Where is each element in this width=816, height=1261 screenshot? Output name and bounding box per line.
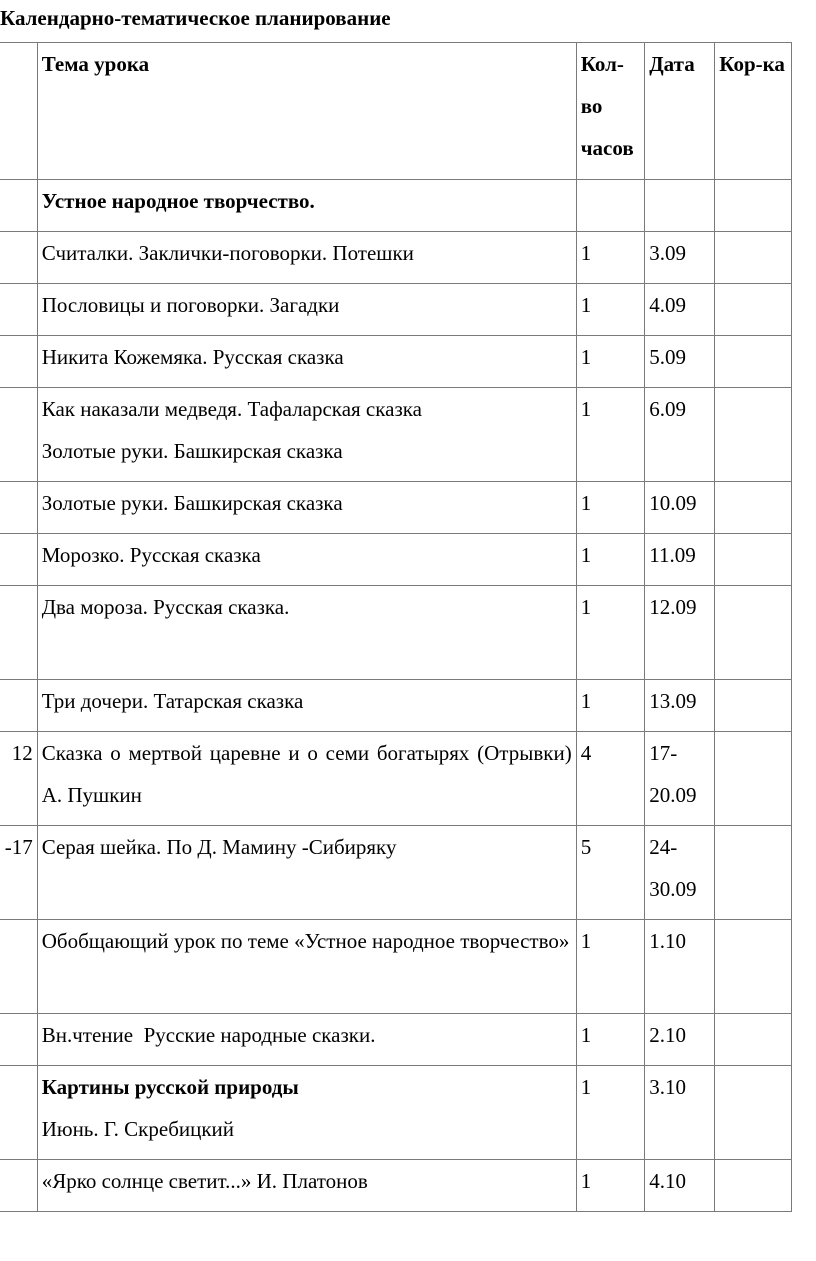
row-hours: 1 xyxy=(576,586,645,680)
row-number xyxy=(0,1066,37,1160)
row-date: 13.09 xyxy=(645,680,715,732)
row-number xyxy=(0,534,37,586)
row-date: 4.09 xyxy=(645,284,715,336)
row-hours xyxy=(576,180,645,232)
table-row xyxy=(0,680,792,732)
row-correction xyxy=(715,482,792,534)
row-correction xyxy=(715,1066,792,1160)
row-date: 11.09 xyxy=(645,534,715,586)
row-date: 12.09 xyxy=(645,586,715,680)
row-number xyxy=(0,232,37,284)
row-topic-line-1: Как наказали медведя. Тафаларская сказка xyxy=(41,397,422,421)
row-date: 24-30.09 xyxy=(645,826,715,920)
row-correction xyxy=(715,680,792,732)
row-date: 4.10 xyxy=(645,1160,715,1212)
row-date xyxy=(645,180,715,232)
row-topic-line-2: Июнь. Г. Скребицкий xyxy=(41,1117,235,1141)
row-correction xyxy=(715,388,792,482)
row-correction xyxy=(715,826,792,920)
row-topic: Сказка о мертвой царевне и о семи богатырях (Отрывки) А. Пушкин xyxy=(37,732,576,826)
row-correction xyxy=(715,284,792,336)
section-heading: Картины русской природы xyxy=(41,1075,299,1099)
row-hours: 1 xyxy=(576,920,645,1014)
row-correction xyxy=(715,336,792,388)
row-date: 6.09 xyxy=(645,388,715,482)
row-topic-line-2: Золотые руки. Башкирская сказка xyxy=(41,439,343,463)
row-hours: 1 xyxy=(576,482,645,534)
row-date: 5.09 xyxy=(645,336,715,388)
row-topic: Три дочери. Татарская сказка xyxy=(37,680,576,732)
table-row xyxy=(0,1014,792,1066)
row-topic: Вн.чтение Русские народные сказки. xyxy=(37,1014,576,1066)
header-date: Дата xyxy=(645,43,715,180)
row-number xyxy=(0,336,37,388)
table-header-row xyxy=(0,43,792,180)
row-topic: Считалки. Заклички-поговорки. Потешки xyxy=(37,232,576,284)
table-row xyxy=(0,232,792,284)
row-date: 17-20.09 xyxy=(645,732,715,826)
table-row xyxy=(0,1160,792,1212)
row-hours: 4 xyxy=(576,732,645,826)
table-row xyxy=(0,180,792,232)
row-hours: 1 xyxy=(576,680,645,732)
row-number xyxy=(0,482,37,534)
row-date: 1.10 xyxy=(645,920,715,1014)
table-row xyxy=(0,482,792,534)
header-topic: Тема урока xyxy=(37,43,576,180)
lesson-plan-table xyxy=(0,42,792,1212)
row-correction xyxy=(715,586,792,680)
row-correction xyxy=(715,1014,792,1066)
row-date: 2.10 xyxy=(645,1014,715,1066)
row-number xyxy=(0,586,37,680)
row-topic: Морозко. Русская сказка xyxy=(37,534,576,586)
header-hours: Кол-во часов xyxy=(576,43,645,180)
header-number xyxy=(0,43,37,180)
row-topic xyxy=(37,388,576,482)
row-topic: Никита Кожемяка. Русская сказка xyxy=(37,336,576,388)
row-number xyxy=(0,284,37,336)
row-hours: 1 xyxy=(576,1014,645,1066)
section-heading: Устное народное творчество. xyxy=(37,180,576,232)
table-row xyxy=(0,586,792,680)
row-hours: 1 xyxy=(576,1066,645,1160)
row-number: -17 xyxy=(0,826,37,920)
row-topic xyxy=(37,1066,576,1160)
row-date: 10.09 xyxy=(645,482,715,534)
row-hours: 1 xyxy=(576,534,645,586)
row-hours: 5 xyxy=(576,826,645,920)
table-row xyxy=(0,336,792,388)
row-correction xyxy=(715,534,792,586)
row-correction xyxy=(715,1160,792,1212)
table-row xyxy=(0,920,792,1014)
table-row xyxy=(0,1066,792,1160)
row-date: 3.10 xyxy=(645,1066,715,1160)
row-correction xyxy=(715,920,792,1014)
row-number xyxy=(0,680,37,732)
row-topic: «Ярко солнце светит...» И. Платонов xyxy=(37,1160,576,1212)
table-row xyxy=(0,284,792,336)
row-hours: 1 xyxy=(576,1160,645,1212)
row-number xyxy=(0,388,37,482)
row-correction xyxy=(715,232,792,284)
row-topic: Два мороза. Русская сказка. xyxy=(37,586,576,680)
row-number xyxy=(0,1014,37,1066)
row-number xyxy=(0,1160,37,1212)
row-date: 3.09 xyxy=(645,232,715,284)
row-hours: 1 xyxy=(576,284,645,336)
row-hours: 1 xyxy=(576,388,645,482)
row-topic: Пословицы и поговорки. Загадки xyxy=(37,284,576,336)
row-topic: Серая шейка. По Д. Мамину -Сибиряку xyxy=(37,826,576,920)
table-row xyxy=(0,826,792,920)
row-number xyxy=(0,180,37,232)
row-hours: 1 xyxy=(576,232,645,284)
page-title: Календарно-тематическое планирование xyxy=(0,6,391,30)
row-correction xyxy=(715,180,792,232)
row-number: 12 xyxy=(0,732,37,826)
row-topic: Золотые руки. Башкирская сказка xyxy=(37,482,576,534)
row-number xyxy=(0,920,37,1014)
row-correction xyxy=(715,732,792,826)
table-row xyxy=(0,732,792,826)
table-row xyxy=(0,388,792,482)
header-correction: Кор-ка xyxy=(715,43,792,180)
table-row xyxy=(0,534,792,586)
row-hours: 1 xyxy=(576,336,645,388)
row-topic: Обобщающий урок по теме «Устное народное творчество» xyxy=(37,920,576,1014)
